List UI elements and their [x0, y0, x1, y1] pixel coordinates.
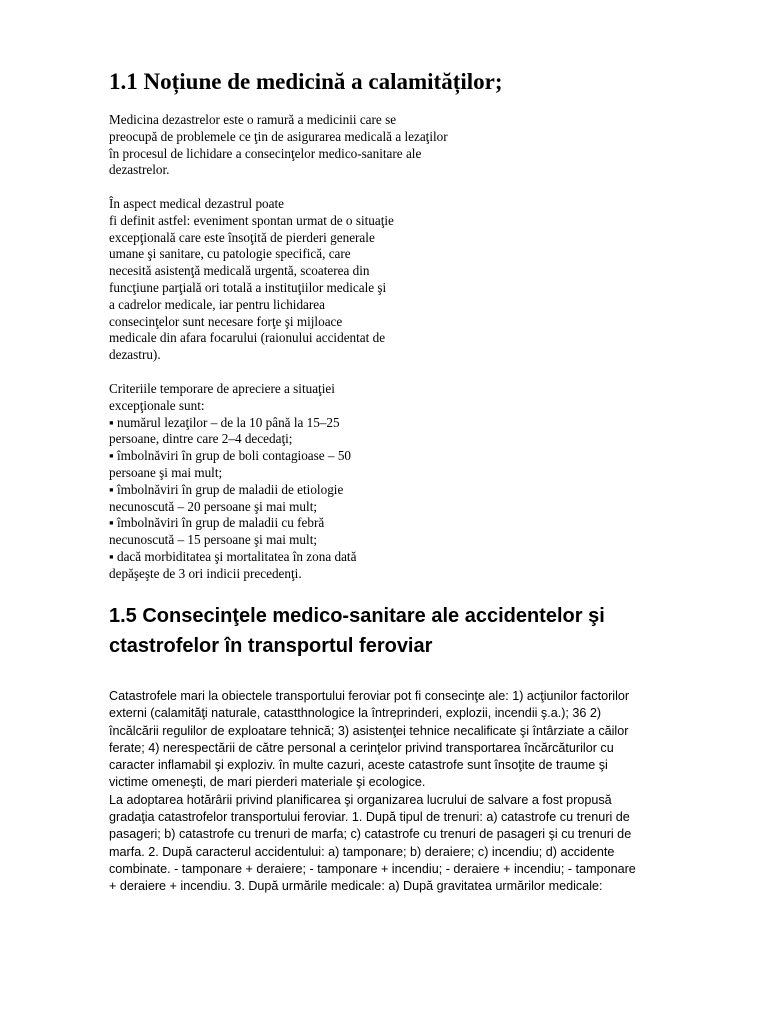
section-heading-1-5 — [109, 601, 709, 661]
paragraph-disaster-definition — [109, 196, 529, 364]
section-heading-1-1: 1.1 Noțiune de medicină a calamităților; — [109, 69, 503, 94]
text-line: gradaţia catastrofelor transportului feroviar. 1. După tipul de trenuri: a) catastrofe cu trenuri de — [109, 810, 630, 825]
text-line: funcţiune parţială ori totală a instituţiilor medicale şi — [109, 279, 387, 295]
text-line: Catastrofele mari la obiectele transportului feroviar pot fi consecinţe ale: 1) acţiunilor factorilor — [109, 689, 630, 703]
text-line: dezastru). — [109, 347, 161, 363]
text-line: în procesul de lichidare a consecinţelor medico-sanitare ale — [109, 145, 422, 161]
heading-line: ctastrofelor în transportul feroviar — [109, 635, 433, 657]
text-line: victime omeneşti, de mari pierderi materiale şi ecologice. — [109, 775, 426, 790]
text-line: dezastrelor. — [109, 162, 170, 178]
text-line: fi definit astfel: eveniment spontan urmat de o situaţie — [109, 212, 394, 228]
text-line: încălcării regulilor de exploatare tehnică; 3) asistenţei tehnice necalificate şi întârziate a căilor — [109, 723, 629, 738]
text-line: caracter inflamabil şi exploziv. în multe cazuri, aceste catastrofe sunt însoţite de traume şi — [109, 758, 608, 773]
heading-line: 1.5 Consecinţele medico-sanitare ale accidentelor şi — [109, 605, 605, 627]
text-line: necunoscută – 15 persoane şi mai mult; — [109, 532, 318, 548]
paragraph-criteria-list — [109, 381, 529, 583]
text-line: pasageri; b) catastrofe cu trenuri de marfa; c) catastrofe cu trenuri de pasageri şi cu trenuri de — [109, 827, 632, 842]
text-line: a cadrelor medicale, iar pentru lichidarea — [109, 296, 326, 312]
text-line: medicale din afara focarului (raionului accidentat de — [109, 330, 386, 346]
paragraph-railway-consequences — [109, 688, 729, 896]
text-line: persoane şi mai mult; — [109, 464, 223, 480]
bullet-item: ▪ îmbolnăviri în grup de maladii de etiologie — [109, 481, 344, 497]
text-line: umane şi sanitare, cu patologie specifică, care — [109, 246, 351, 262]
text-line: excepţionale sunt: — [109, 397, 205, 413]
text-line: + deraiere + incendiu. 3. După urmările medicale: a) După gravitatea urmărilor medicale: — [109, 879, 603, 894]
text-line: consecinţelor sunt necesare forţe şi mijloace — [109, 313, 343, 329]
text-line: În aspect medical dezastrul poate — [109, 196, 285, 211]
bullet-item: ▪ dacă morbiditatea şi mortalitatea în zona dată — [109, 548, 357, 564]
text-line: combinate. - tamponare + deraiere; - tamponare + incendiu; - deraiere + incendiu; - tamponare — [109, 861, 636, 876]
text-line: preocupă de problemele ce ţin de asigurarea medicală a lezaţilor — [109, 128, 448, 144]
bullet-item: ▪ îmbolnăviri în grup de maladii cu febră — [109, 515, 325, 531]
text-line: Criteriile temporare de apreciere a situaţiei — [109, 381, 335, 396]
text-line: depăşeşte de 3 ori indicii precedenţi. — [109, 565, 302, 581]
text-line: excepţională care este însoţită de pierderi generale — [109, 229, 375, 245]
paragraph-definition — [109, 112, 529, 179]
bullet-item: ▪ numărul lezaţilor – de la 10 până la 15–25 — [109, 414, 340, 430]
text-line: marfa. 2. După caracterul accidentului: a) tamponare; b) deraiere; c) incendiu; d) accidente — [109, 844, 615, 859]
text-line: persoane, dintre care 2–4 decedaţi; — [109, 431, 293, 447]
text-line: necunoscută – 20 persoane şi mai mult; — [109, 498, 318, 514]
text-line: Medicina dezastrelor este o ramură a medicinii care se — [109, 112, 397, 127]
text-line: La adoptarea hotărârii privind planificarea şi organizarea lucrului de salvare a fost propusă — [109, 792, 612, 807]
bullet-item: ▪ îmbolnăviri în grup de boli contagioase – 50 — [109, 448, 352, 464]
text-line: externi (calamităţi naturale, catastthnologice la întreprinderi, explozii, incendii ş.a.); 36 2) — [109, 706, 602, 721]
text-line: ferate; 4) nerespectării de către personal a cerinţelor privind transportarea încărcăturilor cu — [109, 740, 614, 755]
text-line: necesită asistenţă medicală urgentă, scoaterea din — [109, 263, 370, 279]
